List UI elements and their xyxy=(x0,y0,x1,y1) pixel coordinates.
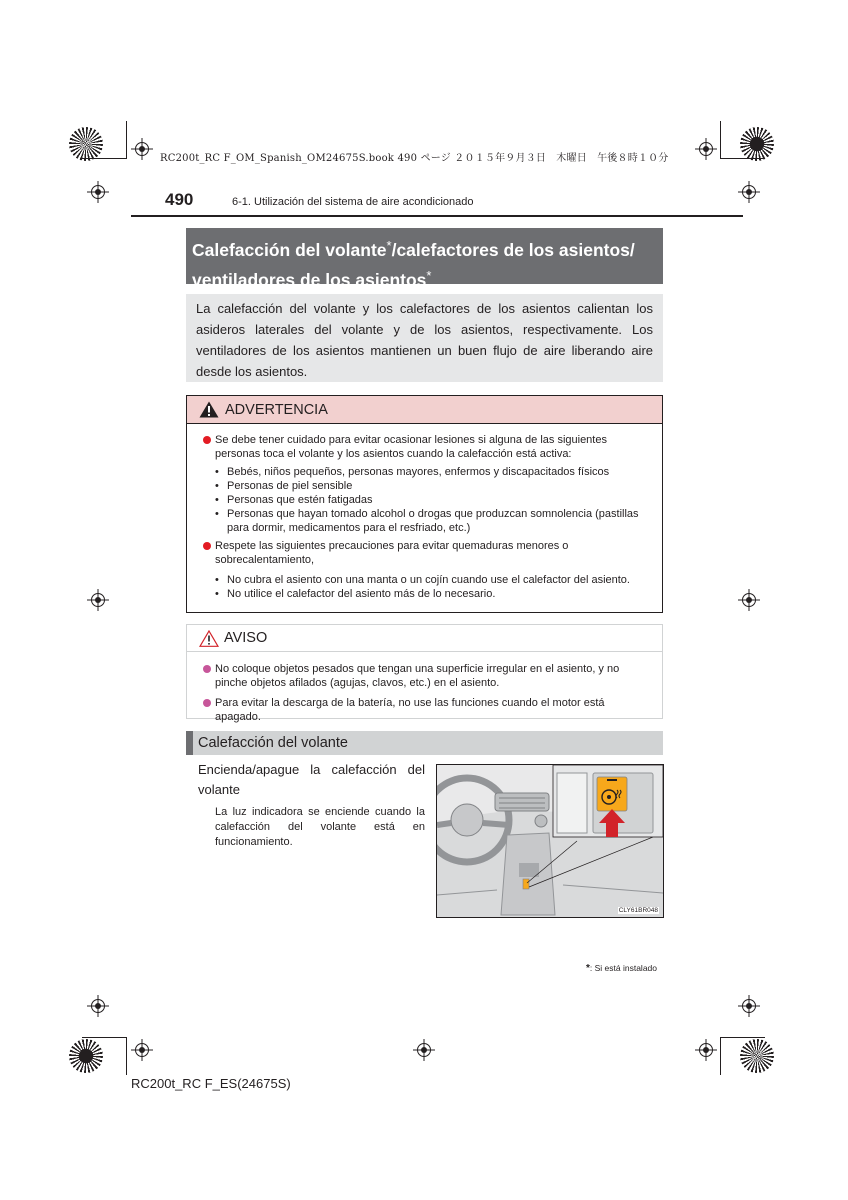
color-target-bottom-right xyxy=(740,1039,774,1073)
warning-header xyxy=(187,396,662,424)
step-instruction: Encienda/apague la calefacción del volante xyxy=(198,762,425,797)
registration-mark-icon xyxy=(695,138,717,160)
crop-mark xyxy=(82,158,126,159)
color-target-bottom-left xyxy=(69,1039,103,1073)
intro-text: La calefacción del volante y los calefactores de los asientos calientan los asideros laterales del volante y de los asientos, respectivamente. Los ventiladores de los asientos mantienen un buen flujo de aire liberando aire desde los asientos. xyxy=(186,294,663,382)
section-title-line-1: Calefacción del volante*/calefactores de los asientos/ xyxy=(192,238,635,260)
dashboard-illustration xyxy=(436,764,664,918)
notice-item: No coloque objetos pesados que tengan una superficie irregular en el asiento, y no pinche objetos afilados (agujas, clavos, etc.) en el asiento. xyxy=(201,662,652,690)
notice-box xyxy=(186,624,663,723)
bullet-dot xyxy=(203,436,211,444)
bullet-dot xyxy=(203,665,211,673)
warning-item: Respete las siguientes precauciones para evitar quemaduras menores o sobrecalentamiento, xyxy=(201,539,652,567)
crop-mark xyxy=(126,1037,127,1075)
footnote-star: * xyxy=(386,238,392,253)
page-number: 490 xyxy=(165,190,194,209)
registration-mark-icon xyxy=(131,1039,153,1061)
warning-box xyxy=(186,395,663,613)
step-note: La luz indicadora se enciende cuando la calefacción del volante está en funcionamiento. xyxy=(215,806,425,848)
section-path: 6-1. Utilización del sistema de aire acondicionado xyxy=(232,196,474,208)
bullet-dot xyxy=(203,699,211,707)
section-title-line-2: ventiladores de los asientos* xyxy=(192,268,432,290)
header-rule xyxy=(131,215,743,217)
warning-subitem: • No utilice el calefactor del asiento más de lo necesario. xyxy=(215,588,496,600)
registration-mark-icon xyxy=(738,181,760,203)
registration-mark-icon xyxy=(413,1039,435,1061)
warning-heading: ADVERTENCIA xyxy=(225,401,328,418)
crop-mark xyxy=(720,121,721,159)
crop-mark xyxy=(126,121,127,159)
registration-mark-icon xyxy=(87,589,109,611)
notice-heading: AVISO xyxy=(224,630,268,646)
section-title xyxy=(186,228,663,290)
warning-subitem: • Personas que hayan tomado alcohol o drogas que produzcan somnolencia (pastillas para dormir, medicamentos para el resfriado, etc.) xyxy=(215,508,639,534)
warning-item: Se debe tener cuidado para evitar ocasionar lesiones si alguna de las siguientes personas toca el volante y los asientos cuando la calefacción está activa: xyxy=(201,433,652,461)
crop-mark xyxy=(720,1037,721,1075)
registration-mark-icon xyxy=(738,589,760,611)
subsection-title: Calefacción del volante xyxy=(186,731,663,755)
illustration-code: CLY61BR048 xyxy=(618,907,658,914)
footnote-star: * xyxy=(586,963,590,974)
registration-mark-icon xyxy=(695,1039,717,1061)
registration-mark-icon xyxy=(87,181,109,203)
print-header: RC200t_RC F_OM_Spanish_OM24675S.book 490 ページ ２０１５年９月３日 木曜日 午後８時１０分 xyxy=(160,153,669,164)
caution-triangle-icon xyxy=(199,630,219,647)
footnote-star: * xyxy=(426,268,432,283)
warning-subitem: • No cubra el asiento con una manta o un cojín cuando use el calefactor del asiento. xyxy=(215,574,630,586)
notice-item: Para evitar la descarga de la batería, no use las funciones cuando el motor está apagado. xyxy=(201,696,652,724)
crop-mark xyxy=(721,158,765,159)
notice-header xyxy=(187,625,662,652)
document-code: RC200t_RC F_ES(24675S) xyxy=(131,1076,291,1091)
color-target-top-left xyxy=(69,127,103,161)
crop-mark xyxy=(721,1037,765,1038)
footnote: *: Si está instalado xyxy=(586,963,658,974)
color-target-top-right xyxy=(740,127,774,161)
warning-subitem: • Bebés, niños pequeños, personas mayores, enfermos y discapacitados físicos xyxy=(215,466,610,478)
warning-subitem: • Personas de piel sensible xyxy=(215,480,353,492)
registration-mark-icon xyxy=(87,995,109,1017)
warning-subitem: • Personas que estén fatigadas xyxy=(215,494,373,506)
registration-mark-icon xyxy=(131,138,153,160)
warning-triangle-icon xyxy=(199,401,219,418)
crop-mark xyxy=(82,1037,126,1038)
bullet-dot xyxy=(203,542,211,550)
registration-mark-icon xyxy=(738,995,760,1017)
